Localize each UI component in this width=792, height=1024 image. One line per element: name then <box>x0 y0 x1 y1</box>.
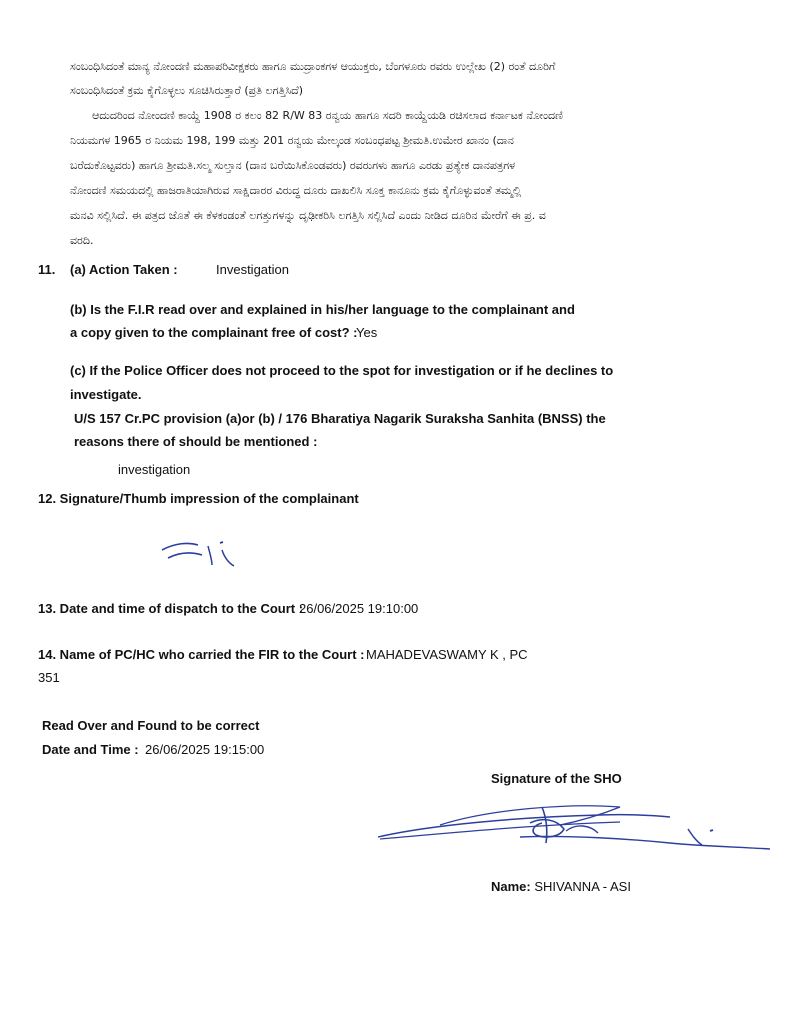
kannada-line: ವರದಿ. <box>70 234 94 247</box>
complainant-signature-label: 12. Signature/Thumb impression of the complainant <box>38 491 359 506</box>
kannada-line: ಬರೆದುಕೊಟ್ಟವರು) ಹಾಗೂ ಶ್ರೀಮತಿ.ಸಲ್ಮ ಸುಲ್ತಾನ (ದಾನ ಬರೆಯಿಸಿಕೊಂಡವರು) ರವರುಗಳು ಹಾಗೂ ಎರಡು ಪ್ರತ್ಯೇಕ ದಾನಪತ್ರಗಳ <box>70 159 516 172</box>
kannada-line: ನೋಂದಣಿ ಸಮಯದಲ್ಲಿ ಹಾಜರಾತಿಯಾಗಿರುವ ಸಾಕ್ಷಿದಾರರ ವಿರುದ್ಧ ದೂರು ದಾಖಲಿಸಿ ಸೂಕ್ತ ಕಾನೂನು ಕ್ರಮ ಕೈಗೊಳ್ಳುವಂತೆ ತಮ್ಮಲ್ಲಿ <box>70 184 522 197</box>
fir-copy-value: Yes <box>356 325 378 340</box>
provision-text: U/S 157 Cr.PC provision (a)or (b) / 176 Bharatiya Nagarik Suraksha Sanhita (BNSS) the <box>74 411 606 426</box>
dispatch-datetime: 26/06/2025 19:10:00 <box>299 601 419 616</box>
fir-read-question: (b) Is the F.I.R read over and explained in his/her language to the complainant and <box>70 302 575 317</box>
sho-signature-icon <box>370 795 780 865</box>
sho-name-value: SHIVANNA - ASI <box>534 879 631 894</box>
kannada-line: ನಿಯಮಗಳ 1965 ರ ನಿಯಮ 198, 199 ಮತ್ತು 201 ರನ್ವಯ ಮೇಲ್ಕಂಡ ಸಂಬಂಧಪಟ್ಟ ಶ್ರೀಮತಿ.ಉಮೇರ ಖಾನಂ (ದಾನ <box>70 134 514 147</box>
action-taken-value: Investigation <box>216 262 289 277</box>
officer-proceed-question-2: investigate. <box>70 387 142 402</box>
kannada-line: ಆದುದರಿಂದ ನೋಂದಣಿ ಕಾಯ್ದೆ 1908 ರ ಕಲಂ 82 R/W 83 ರನ್ವಯ ಹಾಗೂ ಸದರಿ ಕಾಯ್ದೆಯಡಿ ರಚಿಸಲಾದ ಕರ್ನಾಟಕ ನೋಂದಣಿ <box>92 109 563 122</box>
kannada-line: ಸಂಬಂಧಿಸಿದಂತೆ ಮಾನ್ಯ ನೋಂದಣಿ ಮಹಾಪರಿವೀಕ್ಷಕರು ಹಾಗೂ ಮುದ್ರಾಂಕಗಳ ಆಯುಕ್ತರು, ಬೆಂಗಳೂರು ರವರು ಉಲ್ಲೇಖ (2) ರಂತೆ ದೂರಿಗೆ <box>70 60 556 73</box>
kannada-line: ಮನವಿ ಸಲ್ಲಿಸಿದೆ. ಈ ಪತ್ರದ ಜೊತೆ ಈ ಕೆಳಕಂಡಂತೆ ಲಗತ್ತುಗಳನ್ನು ದೃಢೀಕರಿಸಿ ಲಗತ್ತಿಸಿ ಸಲ್ಲಿಸಿದೆ ಎಂದು ನೀಡಿದ ದೂರಿನ ಮೇರೆಗೆ ಈ ಪ್ರ. ವ <box>70 209 546 222</box>
sho-name-label: Name: <box>491 879 531 894</box>
kannada-line: ಸಂಬಂಧಿಸಿದಂತೆ ಕ್ರಮ ಕೈಗೊಳ್ಳಲು ಸೂಚಿಸಿರುತ್ತಾರೆ (ಪ್ರತಿ ಲಗತ್ತಿಸಿದೆ) <box>70 84 304 97</box>
carrier-name: MAHADEVASWAMY K , PC <box>366 647 528 662</box>
item-number: 11. <box>38 262 56 277</box>
fir-copy-question: a copy given to the complainant free of cost? : <box>70 325 358 340</box>
officer-proceed-question: (c) If the Police Officer does not proceed to the spot for investigation or if he declines to <box>70 363 614 378</box>
carrier-label: 14. Name of PC/HC who carried the FIR to the Court : <box>38 647 365 662</box>
read-over-datetime-value: 26/06/2025 19:15:00 <box>145 742 265 757</box>
carrier-number: 351 <box>38 670 60 685</box>
dispatch-label: 13. Date and time of dispatch to the Court : <box>38 601 304 616</box>
complainant-signature-icon <box>150 528 270 573</box>
sho-name <box>491 879 631 894</box>
read-over-datetime-label: Date and Time : <box>42 742 139 757</box>
read-over-text: Read Over and Found to be correct <box>42 718 260 733</box>
reasons-label: reasons there of should be mentioned : <box>74 434 318 449</box>
sho-signature-label: Signature of the SHO <box>491 771 622 786</box>
action-taken-label: (a) Action Taken : <box>70 262 178 277</box>
reasons-value: investigation <box>118 462 191 477</box>
